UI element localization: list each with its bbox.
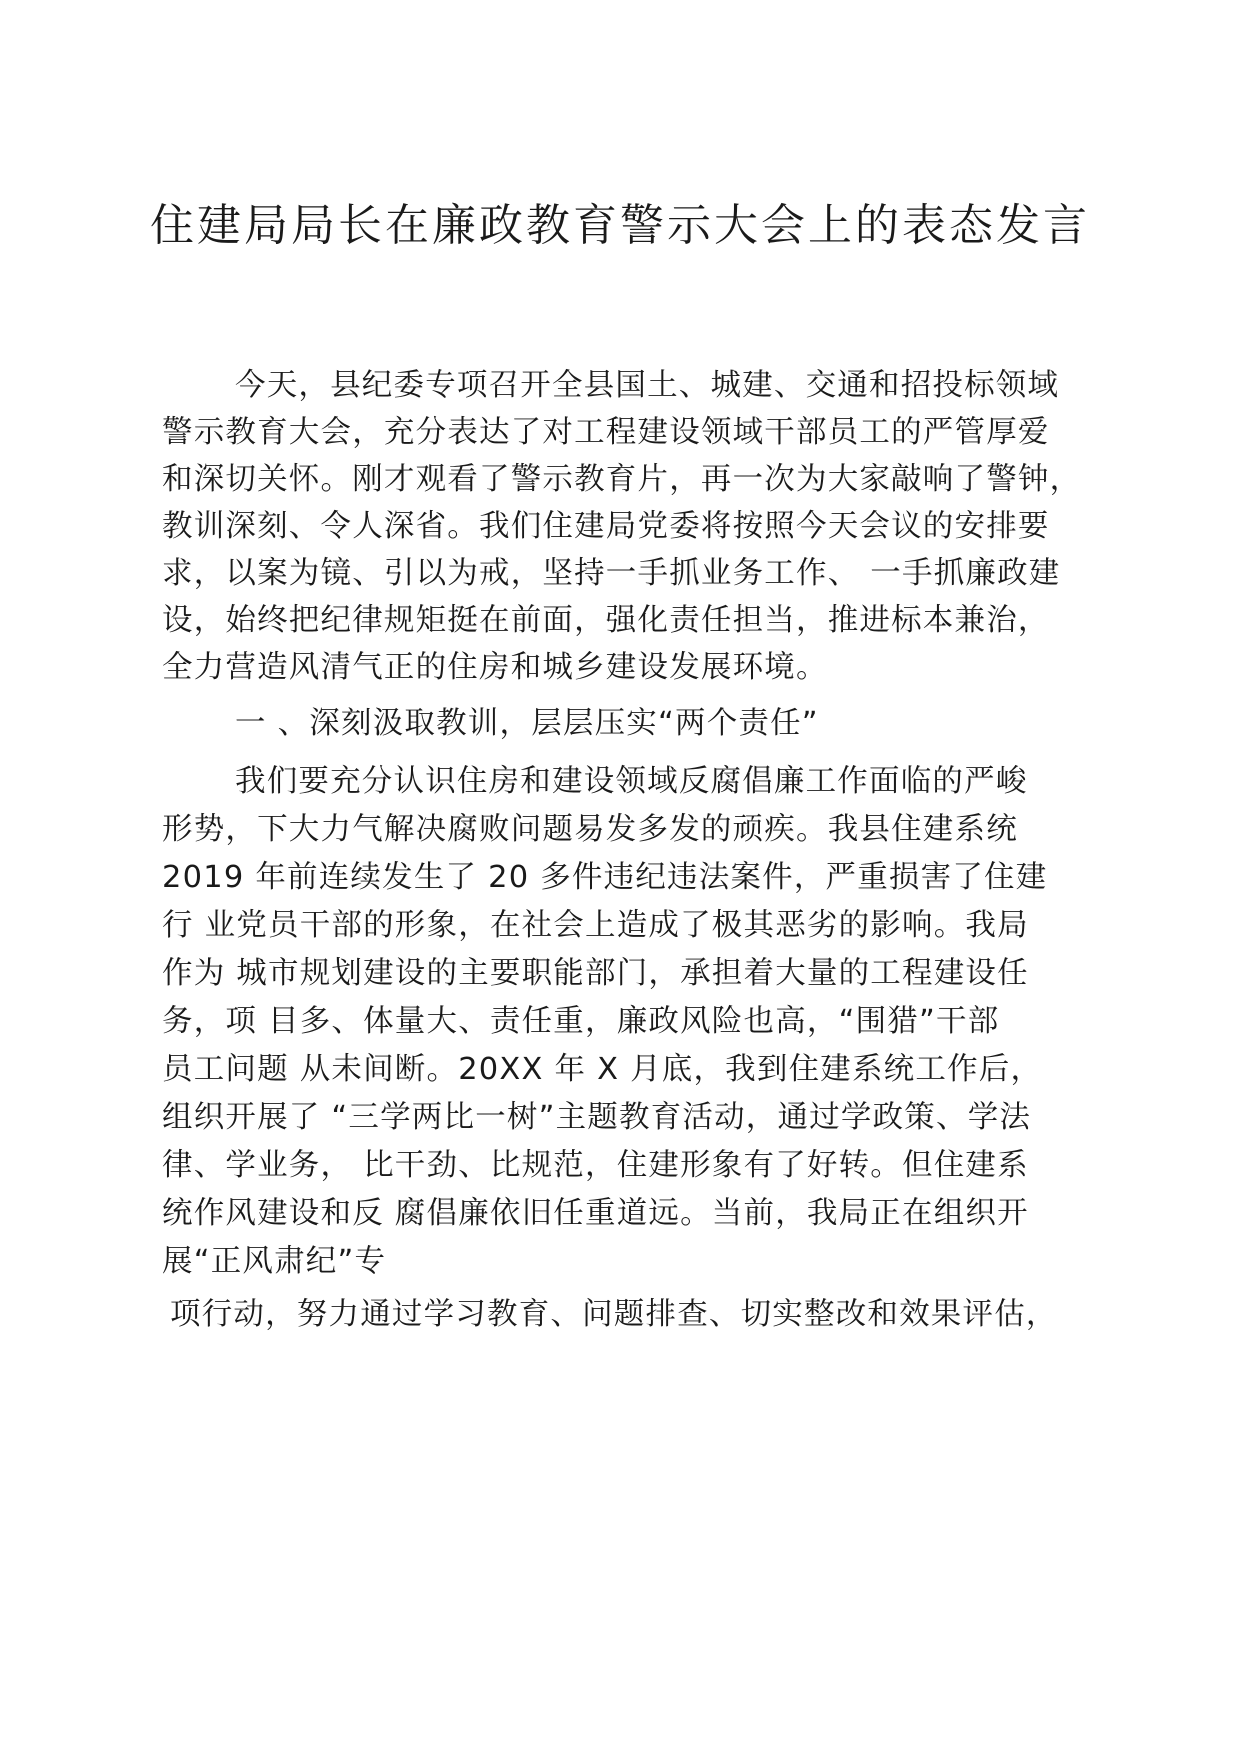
paragraph-2-line-7: 员工问题 从未间断。20XX 年 X 月底，我到住建系统工作后， bbox=[162, 1052, 1043, 1087]
paragraph-2-line-11: 展“正风肃纪”专 bbox=[162, 1244, 387, 1279]
paragraph-1-line-5: 求，以案为镜、引以为戒，坚持一手抓业务工作、 一手抓廉政建 bbox=[162, 556, 1061, 591]
paragraph-2-line-5: 作为 城市规划建设的主要职能部门，承担着大量的工程建设任 bbox=[162, 956, 1029, 991]
paragraph-1-line-7: 全力营造风清气正的住房和城乡建设发展环境。 bbox=[162, 650, 828, 685]
paragraph-2-line-3: 2019 年前连续发生了 20 多件违纪违法案件，严重损害了住建 bbox=[162, 860, 1048, 895]
paragraph-2-line-4: 行 业党员干部的形象，在社会上造成了极其恶劣的影响。我局 bbox=[162, 908, 1029, 943]
paragraph-3-line-1: 项行动，努力通过学习教育、问题排查、切实整改和效果评估， bbox=[170, 1297, 1058, 1332]
section-heading-1: 一 、深刻汲取教训，层层压实“两个责任” bbox=[235, 706, 819, 741]
paragraph-2-line-10: 统作风建设和反 腐倡廉依旧任重道远。当前，我局正在组织开 bbox=[162, 1196, 1029, 1231]
paragraph-2-line-9: 律、学业务， 比干劲、比规范，住建形象有了好转。但住建系 bbox=[162, 1148, 1029, 1183]
paragraph-1-line-1: 今天，县纪委专项召开全县国土、城建、交通和招投标领域 bbox=[235, 368, 1060, 403]
paragraph-2-line-8: 组织开展了 “三学两比一树”主题教育活动，通过学政策、学法 bbox=[162, 1100, 1032, 1135]
paragraph-1-line-2: 警示教育大会，充分表达了对工程建设领域干部员工的严管厚爱 bbox=[162, 415, 1050, 450]
paragraph-2-line-2: 形势，下大力气解决腐败问题易发多发的顽疾。我县住建系统 bbox=[162, 812, 1018, 847]
paragraph-2-line-6: 务，项 目多、体量大、责任重，廉政风险也高，“围猎”干部 bbox=[162, 1004, 1000, 1039]
paragraph-1-line-4: 教训深刻、令人深省。我们住建局党委将按照今天会议的安排要 bbox=[162, 509, 1050, 544]
paragraph-1-line-6: 设，始终把纪律规矩挺在前面，强化责任担当，推进标本兼治， bbox=[162, 603, 1050, 638]
paragraph-1-line-3: 和深切关怀。刚才观看了警示教育片，再一次为大家敲响了警钟， bbox=[162, 462, 1082, 497]
paragraph-2-line-1: 我们要充分认识住房和建设领域反腐倡廉工作面临的严峻 bbox=[235, 764, 1028, 799]
document-title: 住建局局长在廉政教育警示大会上的表态发言 bbox=[150, 200, 1090, 251]
